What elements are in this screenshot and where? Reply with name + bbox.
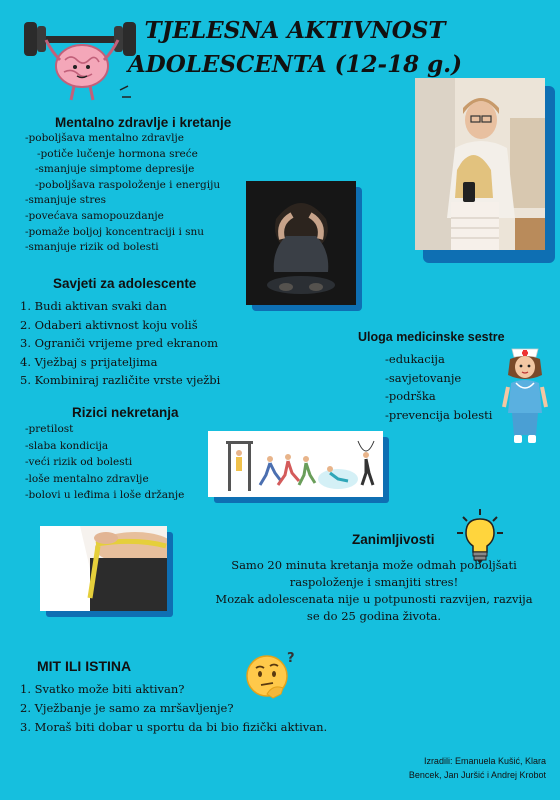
list-item: -povećava samopouzdanje — [25, 209, 164, 222]
svg-text:?: ? — [287, 651, 295, 666]
list-item: -pretilost — [25, 423, 74, 435]
nurse-heading: Uloga medicinske sestre — [358, 330, 505, 344]
list-item: -prevencija bolesti — [385, 407, 493, 422]
credits-line: Izradili: Emanuela Kušić, Klara — [423, 756, 546, 766]
tips-list — [20, 297, 220, 390]
myths-heading: MIT ILI ISTINA — [37, 658, 132, 674]
nurse-icon — [500, 343, 550, 445]
list-item: 1. Budi aktivan svaki dan — [20, 299, 167, 313]
list-item: -loše mentalno zdravlje — [25, 472, 149, 485]
list-item: -poboljšava raspoloženje i energiju — [35, 178, 221, 191]
list-item: 3. Moraš biti dobar u sportu da bi bio fizički aktivan. — [20, 720, 328, 734]
sad-teen-photo — [246, 181, 356, 305]
list-item: 1. Svatko može biti aktivan? — [20, 682, 185, 696]
list-item: -veći rizik od bolesti — [25, 456, 133, 469]
list-item: 2. Vježbanje je samo za mršavljenje? — [20, 701, 234, 715]
poster-title — [90, 14, 500, 82]
mental-list — [25, 131, 220, 256]
list-item: -podrška — [385, 389, 436, 403]
fact-line: Mozak adolescenata nije u potpunosti razvijen, razvija — [215, 592, 533, 606]
title-line-2: ADOLESCENTA (12-18 g.) — [127, 51, 463, 78]
credits-line: Bencek, Jan Juršić i Andrej Krobot — [408, 770, 546, 780]
list-item: -potiče lučenje hormona sreće — [37, 147, 198, 160]
exercise-illustration — [208, 431, 383, 497]
nurse-list — [385, 350, 492, 424]
fact-line: raspoloženje i smanjiti stres! — [289, 575, 459, 589]
list-item: -smanjuje stres — [25, 194, 106, 207]
fact-line: se do 25 godina života. — [306, 609, 442, 623]
measuring-tape-photo — [40, 526, 167, 611]
title-line-1: TJELESNA AKTIVNOST — [144, 17, 446, 44]
thinking-face-icon — [243, 648, 301, 703]
facts-text — [196, 557, 552, 625]
list-item: -slaba kondicija — [25, 439, 109, 452]
list-item: -savjetovanje — [385, 370, 462, 385]
list-item: -bolovi u leđima i loše držanje — [25, 489, 185, 502]
list-item: 3. Ograniči vrijeme pred ekranom — [20, 336, 219, 350]
facts-heading: Zanimljivosti — [352, 532, 435, 547]
list-item: -poboljšava mentalno zdravlje — [25, 132, 184, 144]
list-item: 4. Vježbaj s prijateljima — [20, 354, 158, 369]
tips-heading: Savjeti za adolescente — [53, 276, 197, 291]
credits — [350, 754, 546, 782]
list-item: -smanjuje rizik od bolesti — [25, 241, 159, 254]
fact-line: Samo 20 minuta kretanja može odmah poboljšati — [231, 558, 517, 572]
risks-list — [25, 421, 184, 504]
list-item: 5. Kombiniraj različite vrste vježbi — [20, 373, 221, 387]
list-item: -edukacija — [385, 352, 445, 366]
mother-daughter-photo — [415, 78, 545, 250]
list-item: -smanjuje simptome depresije — [35, 163, 195, 176]
mental-heading: Mentalno zdravlje i kretanje — [55, 115, 232, 130]
risks-heading: Rizici nekretanja — [72, 405, 179, 420]
list-item: 2. Odaberi aktivnost koju voliš — [20, 317, 198, 332]
list-item: -pomaže boljoj koncentraciji i snu — [25, 225, 205, 238]
